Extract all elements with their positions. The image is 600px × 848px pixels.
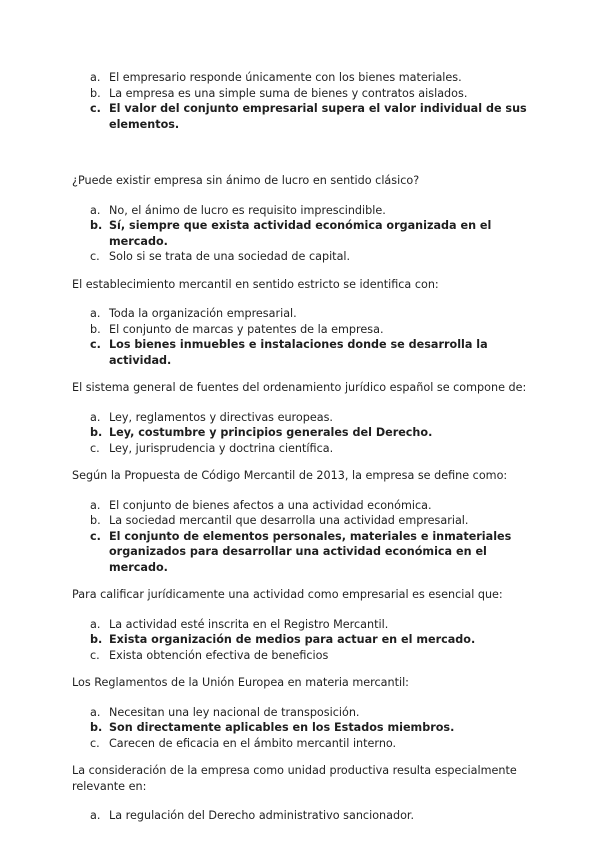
option-text: Ley, costumbre y principios generales del Derecho. — [109, 426, 433, 439]
questions-block — [72, 173, 542, 824]
option-text: Sí, siempre que exista actividad económica organizada en el mercado. — [109, 219, 492, 248]
option-text: La empresa es una simple suma de bienes y contratos aislados. — [109, 86, 468, 100]
option-letter: a. — [90, 307, 101, 320]
option-item-correct — [72, 337, 542, 368]
question-1 — [72, 173, 542, 265]
option-letter: a. — [90, 71, 101, 84]
option-item — [72, 203, 542, 219]
question-4 — [72, 468, 542, 575]
option-text: Son directamente aplicables en los Estados miembros. — [109, 721, 455, 734]
option-list — [72, 203, 542, 265]
option-text: El conjunto de marcas y patentes de la empresa. — [109, 322, 384, 336]
option-letter: b. — [90, 86, 101, 100]
question-text: Los Reglamentos de la Unión Europea en materia mercantil: — [72, 676, 409, 689]
option-text: Carecen de eficacia en el ámbito mercantil interno. — [109, 736, 397, 750]
option-item — [72, 617, 542, 633]
option-text: No, el ánimo de lucro es requisito imprescindible. — [109, 203, 386, 217]
option-item — [72, 306, 542, 322]
option-text: Los bienes inmuebles e instalaciones donde se desarrolla la actividad. — [109, 338, 488, 367]
option-item-correct — [72, 425, 542, 441]
option-text: Ley, reglamentos y directivas europeas. — [109, 410, 333, 424]
option-item — [72, 322, 542, 338]
question-text: El sistema general de fuentes del ordenamiento jurídico español se compone de: — [72, 381, 527, 394]
option-letter: a. — [90, 705, 101, 719]
option-item — [72, 736, 542, 752]
option-list — [72, 617, 542, 664]
option-letter: b. — [90, 426, 103, 439]
option-list — [72, 70, 542, 132]
option-item-correct — [72, 632, 542, 648]
option-text: La sociedad mercantil que desarrolla una actividad empresarial. — [109, 514, 469, 527]
question-6 — [72, 675, 542, 751]
option-letter: c. — [90, 648, 100, 662]
option-list — [72, 705, 542, 752]
option-letter: c. — [90, 736, 100, 750]
option-letter: c. — [90, 250, 100, 263]
option-text: El conjunto de bienes afectos a una actividad económica. — [109, 498, 432, 512]
option-text: Ley, jurisprudencia y doctrina científica. — [109, 441, 334, 455]
option-letter: b. — [90, 219, 103, 232]
option-letter: a. — [90, 410, 101, 424]
option-text: Solo si se trata de una sociedad de capital. — [109, 250, 351, 263]
option-item — [72, 249, 542, 265]
option-letter: c. — [90, 529, 101, 543]
option-text: La actividad esté inscrita en el Registro Mercantil. — [109, 617, 389, 631]
option-letter: b. — [90, 633, 103, 646]
option-item — [72, 513, 542, 529]
option-item — [72, 808, 542, 824]
option-item — [72, 441, 542, 457]
option-letter: b. — [90, 721, 103, 734]
option-text: Exista organización de medios para actuar en el mercado. — [109, 633, 476, 646]
option-item — [72, 498, 542, 514]
option-list — [72, 410, 542, 457]
option-letter: c. — [90, 441, 100, 455]
option-item-correct — [72, 218, 542, 249]
option-list — [72, 306, 542, 368]
option-item-correct — [72, 529, 542, 576]
option-item — [72, 86, 542, 102]
question-5 — [72, 587, 542, 663]
option-text: El valor del conjunto empresarial supera el valor individual de sus elementos. — [109, 102, 527, 131]
option-letter: a. — [90, 498, 101, 512]
option-item — [72, 70, 542, 86]
top-options-block — [72, 70, 542, 132]
option-letter: a. — [90, 617, 101, 631]
option-item — [72, 705, 542, 721]
option-letter: b. — [90, 514, 101, 527]
question-7 — [72, 763, 542, 824]
question-text: Según la Propuesta de Código Mercantil de 2013, la empresa se define como: — [72, 469, 508, 482]
option-text: Exista obtención efectiva de beneficios — [109, 648, 329, 662]
option-item — [72, 410, 542, 426]
question-text: ¿Puede existir empresa sin ánimo de lucro en sentido clásico? — [72, 174, 420, 187]
option-item — [72, 648, 542, 664]
question-text: Para calificar jurídicamente una actividad como empresarial es esencial que: — [72, 588, 503, 601]
option-text: El conjunto de elementos personales, materiales e inmateriales organizados para desarrollar una actividad económica en el mercado. — [109, 529, 512, 574]
option-text: Necesitan una ley nacional de transposición. — [109, 705, 360, 719]
option-list — [72, 808, 542, 824]
option-letter: c. — [90, 338, 101, 351]
option-text: La regulación del Derecho administrativo sancionador. — [109, 809, 415, 822]
option-letter: a. — [90, 203, 101, 217]
option-letter: c. — [90, 102, 101, 115]
option-letter: a. — [90, 809, 101, 822]
option-list — [72, 498, 542, 576]
question-text: La consideración de la empresa como unidad productiva resulta especialmente relevante en: — [72, 764, 517, 793]
option-item-correct — [72, 720, 542, 736]
option-letter: b. — [90, 322, 101, 336]
question-3 — [72, 380, 542, 456]
option-item-correct — [72, 101, 542, 132]
question-text: El establecimiento mercantil en sentido estricto se identifica con: — [72, 277, 439, 291]
option-text: Toda la organización empresarial. — [109, 307, 297, 320]
question-2 — [72, 277, 542, 369]
option-text: El empresario responde únicamente con los bienes materiales. — [109, 71, 462, 84]
